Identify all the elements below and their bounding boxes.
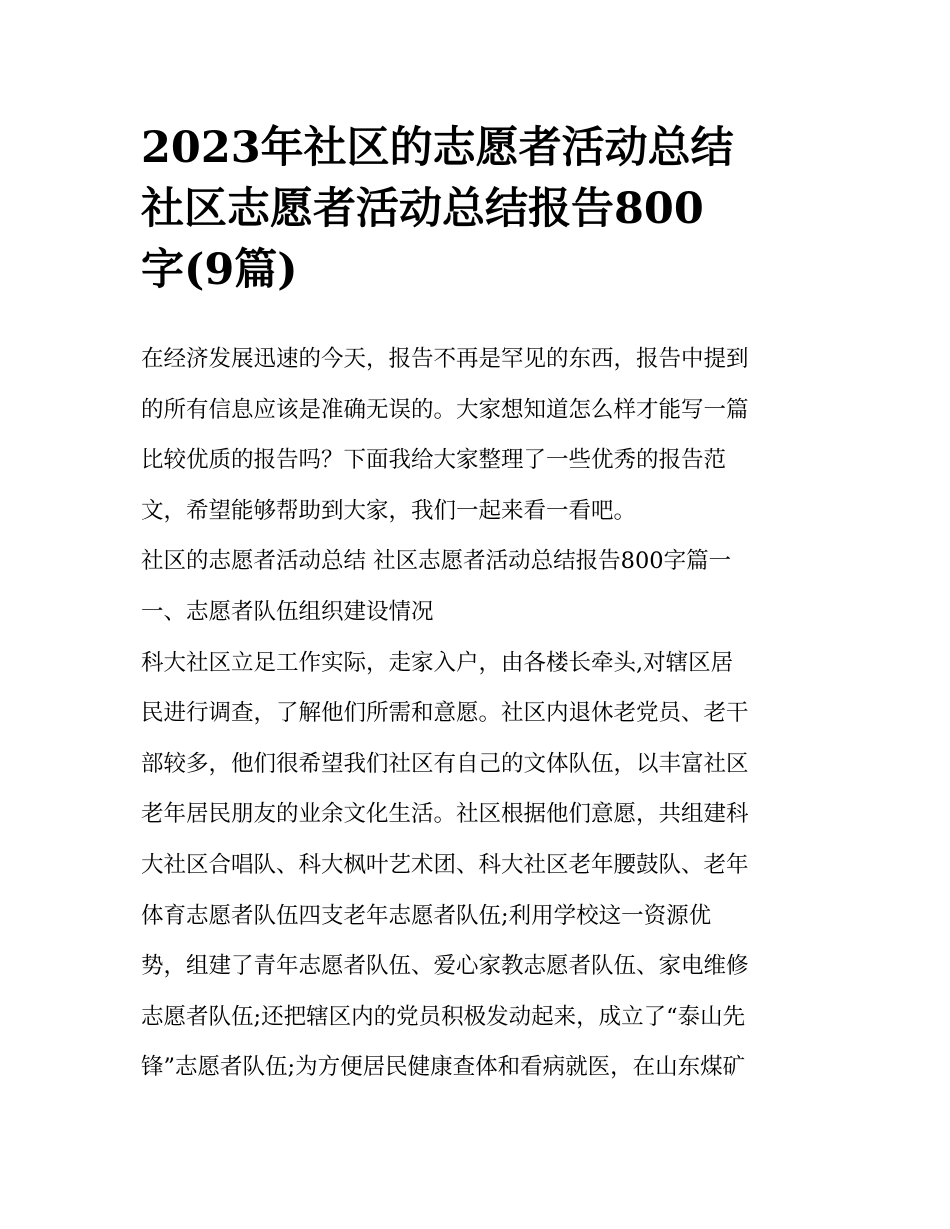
body-line: 体育志愿者队伍四支老年志愿者队伍;利用学校这一资源优 [141, 902, 712, 929]
body-line: 比较优质的报告吗？下面我给大家整理了一些优秀的报告范 [141, 447, 727, 474]
subsection-heading: 一、志愿者队伍组织建设情况 [141, 598, 434, 625]
title-line: 社区志愿者活动总结报告800 [141, 184, 704, 234]
document-page [141, 118, 813, 1093]
section-heading: 社区的志愿者活动总结 社区志愿者活动总结报告800字篇一 [141, 548, 732, 575]
body-line: 大社区合唱队、科大枫叶艺术团、科大社区老年腰鼓队、老年 [141, 851, 749, 878]
body-line: 老年居民朋友的业余文化生活。社区根据他们意愿，共组建科 [141, 801, 749, 828]
body-line: 在经济发展迅速的今天，报告不再是罕见的东西，报告中提到 [141, 346, 749, 372]
title-line: 字(9篇) [141, 245, 298, 295]
body-line: 锋”志愿者队伍;为方便居民健康查体和看病就医，在山东煤矿 [141, 1054, 746, 1081]
title-line: 2023年社区的志愿者活动总结 [141, 123, 734, 173]
body-line: 的所有信息应该是准确无误的。大家想知道怎么样才能写一篇 [141, 396, 749, 423]
document-title [141, 118, 813, 301]
body-line: 科大社区立足工作实际，走家入户，由各楼长牵头,对辖区居 [141, 649, 734, 676]
body-line: 势，组建了青年志愿者队伍、爱心家教志愿者队伍、家电维修 [141, 953, 749, 980]
body-line: 部较多，他们很希望我们社区有自己的文体队伍，以丰富社区 [141, 750, 749, 777]
body-line: 民进行调查，了解他们所需和意愿。社区内退休老党员、老干 [141, 700, 749, 727]
body-line: 志愿者队伍;还把辖区内的党员积极发动起来，成立了“泰山先 [141, 1003, 746, 1030]
body-line: 文，希望能够帮助到大家，我们一起来看一看吧。 [141, 497, 637, 524]
document-body [141, 334, 813, 1093]
